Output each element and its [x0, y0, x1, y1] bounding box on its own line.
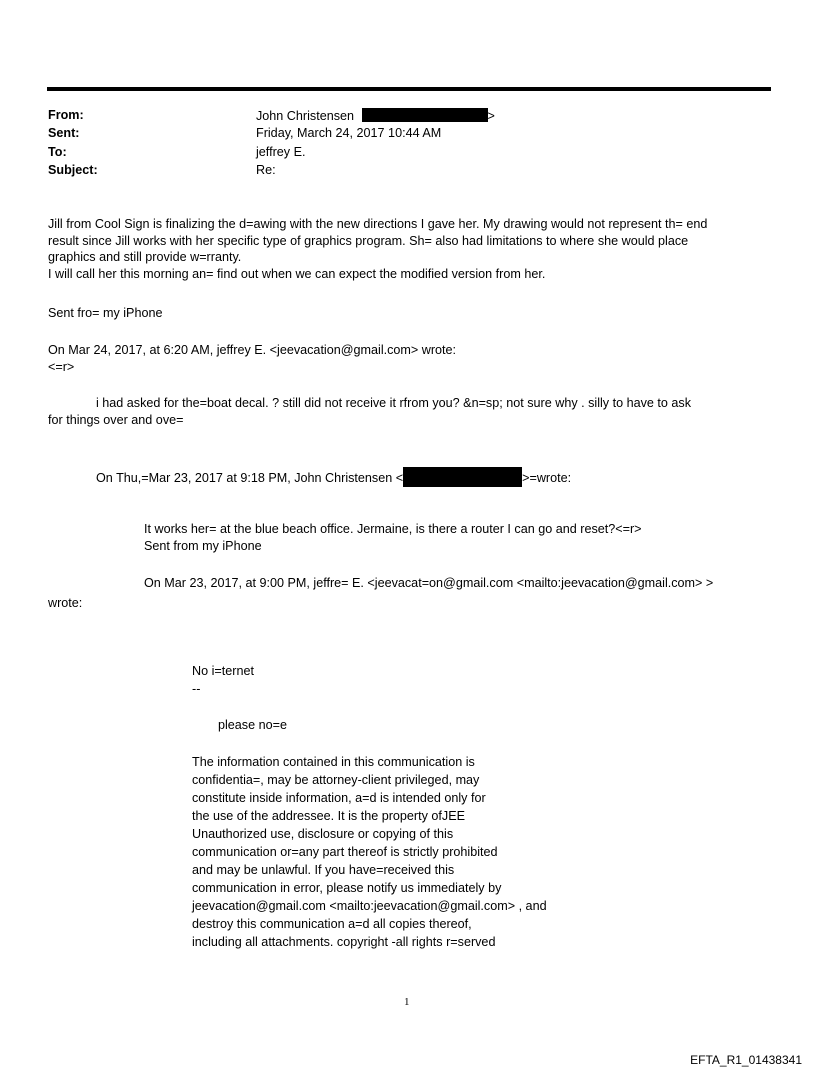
body-line: result since Jill works with her specific type of graphics program. Sh= also had limitations to where she would place [48, 233, 689, 248]
from-name: John Christensen [256, 109, 355, 123]
quote3-wrote: wrote: [48, 596, 83, 610]
body-line: Jill from Cool Sign is finalizing the d=awing with the new directions I gave her. My drawing would not represent th= end [48, 217, 708, 231]
body-line: graphics and still provide w=rranty. [48, 250, 242, 264]
from-value [256, 108, 495, 123]
header-rule [47, 87, 771, 91]
disclaimer-line: including all attachments. copyright -all rights r=served [192, 935, 496, 949]
subject-value: Re: [256, 163, 276, 177]
to-label: To: [48, 145, 67, 159]
disclaimer-line: destroy this communication a=d all copies thereof, [192, 917, 472, 931]
disclaimer-line: and may be unlawful. If you have=received this [192, 863, 455, 877]
bates-number: EFTA_R1_01438341 [690, 1053, 802, 1067]
disclaimer-line: constitute inside information, a=d is intended only for [192, 791, 486, 805]
disclaimer-line: Unauthorized use, disclosure or copying of this [192, 827, 454, 841]
quote1-marker: <=r> [48, 359, 75, 374]
quote1-text-cont: for things over and ove= [48, 413, 184, 427]
to-value: jeffrey E. [256, 145, 306, 159]
quote2-intro-pre: On Thu,=Mar 23, 2017 at 9:18 PM, John Christensen < [96, 471, 404, 485]
signature: Sent fro= my iPhone [48, 306, 163, 320]
subject-label: Subject: [48, 163, 98, 177]
email-body [48, 216, 707, 282]
redaction-box [362, 108, 488, 122]
quote2-intro [96, 467, 571, 487]
quote2-intro-post: >=wrote: [522, 471, 572, 485]
disclaimer-line: communication in error, please notify us immediately by [192, 881, 502, 895]
please-note-text: please no=e [218, 718, 287, 732]
sent-label: Sent: [48, 126, 80, 140]
disclaimer-line: confidentia=, may be attorney-client privileged, may [192, 773, 480, 787]
disclaimer-line: communication or=any part thereof is strictly prohibited [192, 845, 498, 859]
quote2-signature: Sent from my iPhone [144, 538, 262, 553]
disclaimer-line: the use of the addressee. It is the property ofJEE [192, 809, 466, 823]
disclaimer-line: The information contained in this communication is [192, 755, 475, 769]
body-line: I will call her this morning an= find out when we can expect the modified version from her. [48, 266, 546, 281]
quote1-header [48, 342, 456, 375]
quote1-intro: On Mar 24, 2017, at 6:20 AM, jeffrey E. <jeevacation@gmail.com> wrote: [48, 343, 457, 357]
disclaimer [192, 753, 612, 951]
from-label: From: [48, 108, 84, 122]
quote3-intro: On Mar 23, 2017, at 9:00 PM, jeffre= E. <jeevacat=on@gmail.com <mailto:jeevacation@gmail.com> > [144, 576, 714, 590]
from-tail: > [487, 109, 495, 123]
quote2-text: It works her= at the blue beach office. Jermaine, is there a router I can go and reset?<=r> [144, 522, 642, 536]
quote1-text: i had asked for the=boat decal. ? still did not receive it rfrom you? &n=sp; not sure why . silly to have to ask [96, 396, 692, 410]
page-number: 1 [404, 996, 410, 1008]
redaction-box [403, 467, 522, 487]
no-internet-text: No i=ternet [192, 664, 254, 678]
quote2-body [144, 521, 642, 554]
disclaimer-line: jeevacation@gmail.com <mailto:jeevacation@gmail.com> , and [192, 899, 547, 913]
sig-dashes: -- [192, 682, 201, 696]
sent-value: Friday, March 24, 2017 10:44 AM [256, 126, 442, 140]
